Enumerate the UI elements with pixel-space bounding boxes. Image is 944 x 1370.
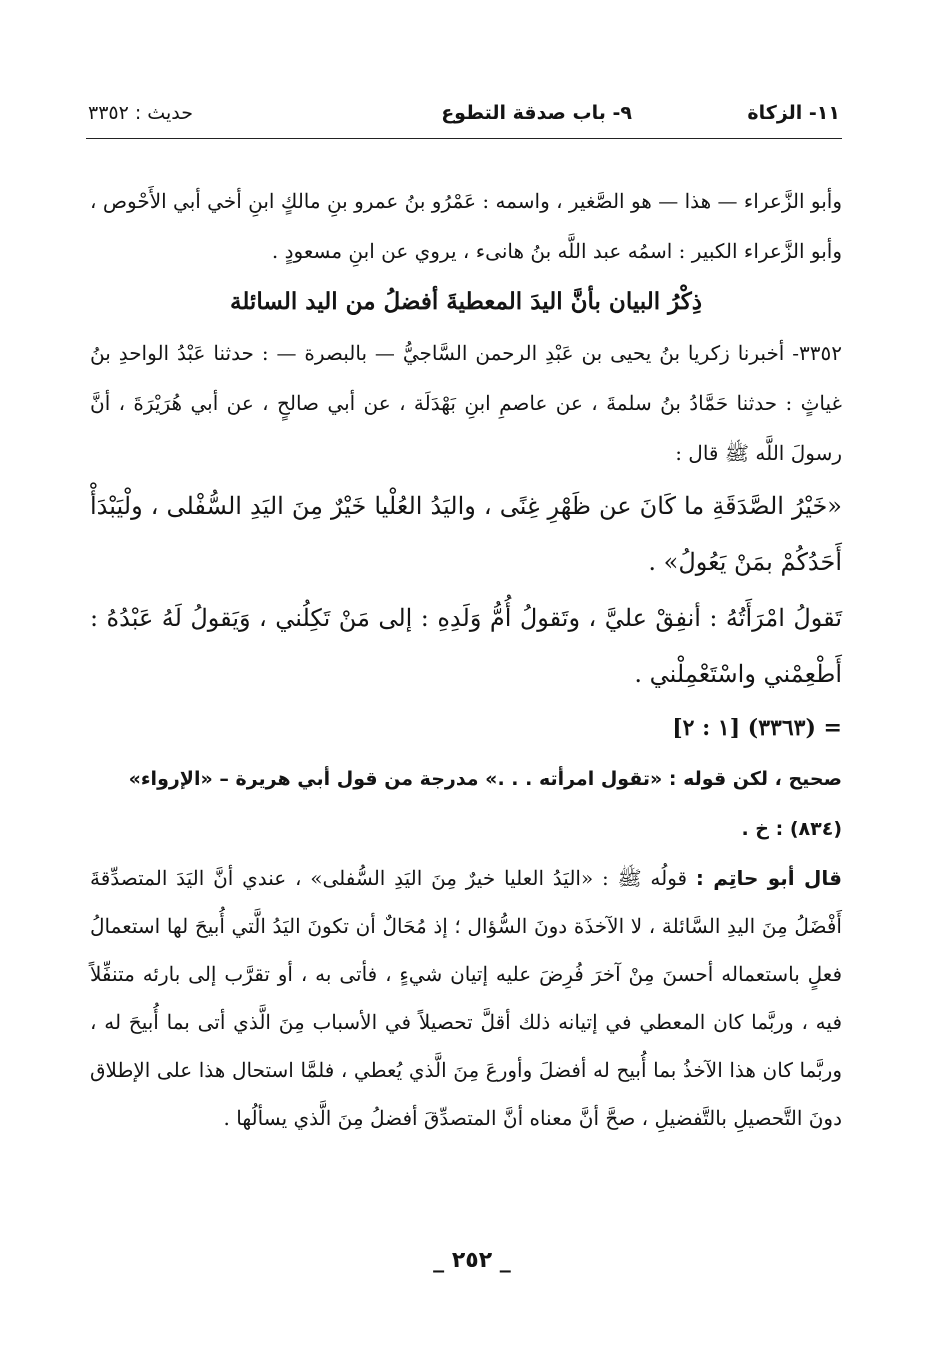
intro-paragraph: وأبو الزَّعراء — هذا — هو الصَّغير ، واسمه : عَمْرُو بنُ عمرو بنِ مالكٍ ابنِ أخي أبي الأَحْوص ، وأبو الزَّعراء الكبير : اسمُه عبد اللَّه بنُ هانىء ، يروي عن ابنِ مسعودٍ . xyxy=(90,189,842,263)
header-section: ٩- باب صدقة التطوع xyxy=(441,102,632,124)
running-header xyxy=(88,98,840,132)
header-hadith-ref: حديث : ٣٣٥٢ xyxy=(88,102,193,124)
grading-tail: (٨٣٤) : خ . xyxy=(741,818,842,840)
commentary-lead: قال أبو حاتِم : xyxy=(695,866,842,890)
hadith-text: «خَيْرُ الصَّدَقَةِ ما كَانَ عن ظَهْرِ غِنًى ، واليَدُ العُلْيا خَيْرٌ مِنَ اليَدِ السُّفْلى ، ولْيَبْدَأْ أَحَدُكُمْ بمَنْ يَعُولُ» . xyxy=(90,492,842,576)
cross-reference: = (٣٣٦٣) [١ : ٢] xyxy=(672,715,842,741)
commentary-paragraph xyxy=(90,854,842,1142)
isnad-paragraph: ٣٣٥٢- أخبرنا زكريا بنُ يحيى بن عَبْدِ الرحمن السَّاجيُّ — بالبصرة — : حدثنا عَبْدُ الواحدِ بنُ غياثٍ : حدثنا حَمَّادُ بنُ سلمةَ ، عن عاصمِ ابنِ بَهْدَلَة ، عن أبي صالحٍ ، عن أبي هُرَيْرَةَ ، أنَّ رسولَ اللَّه ﷺ قال : xyxy=(90,341,842,465)
grading-line: صحيح ، لكن قوله : «تقول امرأته . . .» مدرجة من قول أبي هريرة – «الإرواء» xyxy=(128,768,842,790)
commentary-text: قولُه ﷺ : «اليَدُ العليا خيرٌ مِنَ اليَدِ السُّفلى» ، عندي أنَّ اليَدَ المتصدِّقةَ أَفْضَلُ مِنَ اليدِ السَّائلة ، لا الآخذَة دونَ السُّؤال ؛ إذ مُحَالٌ أن تكونَ اليَدُ الَّتي أُبيحَ لها استعمالُ فعلٍ باستعماله أحسنَ مِنْ آخرَ فُرِضَ عليه إتيان شيءٍ ، فأتى به ، أو تقرَّب إلى بارئه متنفِّلاً فيه ، وربَّما كان المعطي في إتيانه ذلك أقلَّ تحصيلاً في الأسباب مِنَ الَّذي أتى بما أُبيحَ له ، وربَّما كان هذا الآخذُ بما أُبيح له أفضلَ وأورعَ مِنَ الَّذي يُعطي ، فلمَّا استحال هذا على الإطلاق دونَ التَّحصيلِ بالتَّفضيلِ ، صحَّ أنَّ معناه أنَّ المتصدِّقَ أفضلُ مِنَ الَّذي يسألُها . xyxy=(90,866,842,1130)
header-rule xyxy=(86,138,842,139)
page-number: _ ٢٥٢ _ xyxy=(433,1248,511,1273)
header-chapter: ١١- الزكاة xyxy=(747,102,840,124)
page-body xyxy=(90,176,842,1142)
section-heading: ذِكْرُ البيان بأنَّ اليدَ المعطيةَ أفضلُ من اليد السائلة xyxy=(229,288,703,315)
narrator-note: تَقولُ امْرَأَتُهُ : أنفِقْ عليَّ ، وتَقولُ أُمُّ وَلَدِهِ : إلى مَنْ تَكِلُني ، وَيَقولُ لَهُ عَبْدُهُ : أَطْعِمْني واسْتَعْمِلْني . xyxy=(90,604,842,688)
